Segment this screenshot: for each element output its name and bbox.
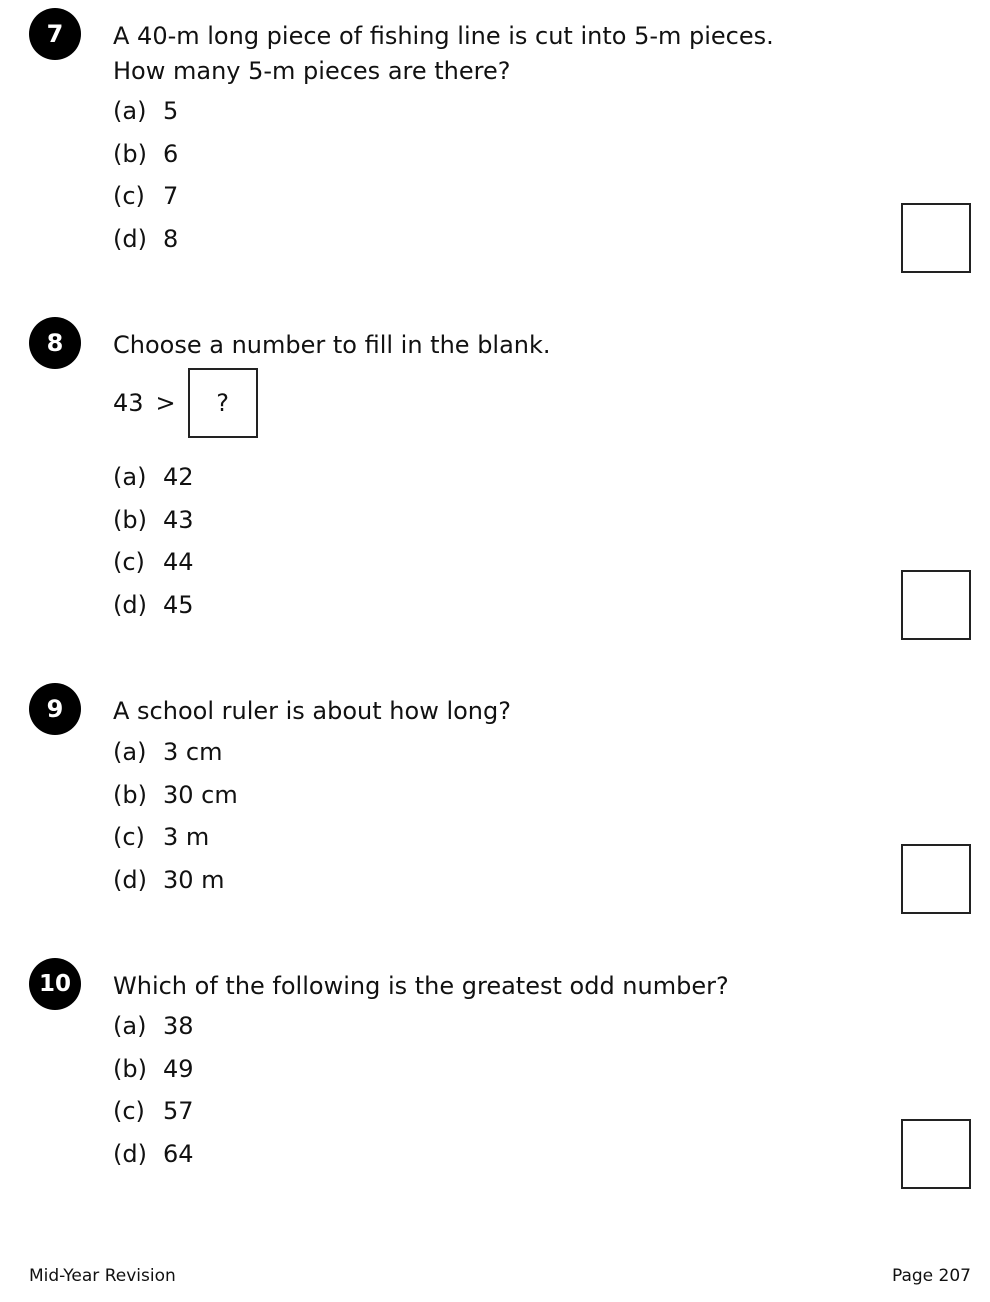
question-text-line: A 40-m long piece of fishing line is cut into 5-m pieces. [113,22,774,50]
answer-box[interactable] [901,1119,971,1189]
option-d: (d) 8 [113,224,179,253]
question-text [113,328,551,363]
footer-title: Mid-Year Revision [29,1266,176,1286]
comparison-expression [113,370,258,436]
option-b: (b) 6 [113,139,179,168]
comparison-operator: > [155,389,176,417]
comparison-left-value: 43 [113,389,144,417]
question-text-line: Which of the following is the greatest odd number? [113,972,729,1000]
answer-box[interactable] [901,203,971,273]
option-a: (a) 3 cm [113,738,223,766]
option-a: (a) 5 [113,97,179,125]
question-text [113,19,774,89]
question-text-line: How many 5-m pieces are there? [113,57,511,85]
options-list [113,731,238,901]
option-c: (c) 44 [113,548,194,576]
blank-placeholder: ? [216,389,230,417]
option-b: (b) 30 cm [113,780,238,809]
option-d: (d) 45 [113,590,194,619]
option-b: (b) 43 [113,505,194,534]
blank-box [188,368,258,438]
option-d: (d) 30 m [113,865,225,894]
question-text [113,694,511,729]
question-text-line: A school ruler is about how long? [113,697,511,725]
question-text [113,969,729,1004]
options-list [113,90,178,260]
page-number: Page 207 [891,1266,971,1286]
option-a: (a) 38 [113,1012,194,1040]
question-number-badge: 8 [29,317,81,369]
option-c: (c) 57 [113,1097,194,1125]
option-b: (b) 49 [113,1054,194,1083]
question-text-line: Choose a number to fill in the blank. [113,331,551,359]
question-number-badge: 10 [29,958,81,1010]
question-number-badge: 9 [29,683,81,735]
question-number-badge: 7 [29,8,81,60]
option-c: (c) 3 m [113,823,210,851]
option-c: (c) 7 [113,182,179,210]
options-list [113,456,194,626]
option-a: (a) 42 [113,463,194,491]
answer-box[interactable] [901,844,971,914]
options-list [113,1005,194,1175]
answer-box[interactable] [901,570,971,640]
option-d: (d) 64 [113,1139,194,1168]
